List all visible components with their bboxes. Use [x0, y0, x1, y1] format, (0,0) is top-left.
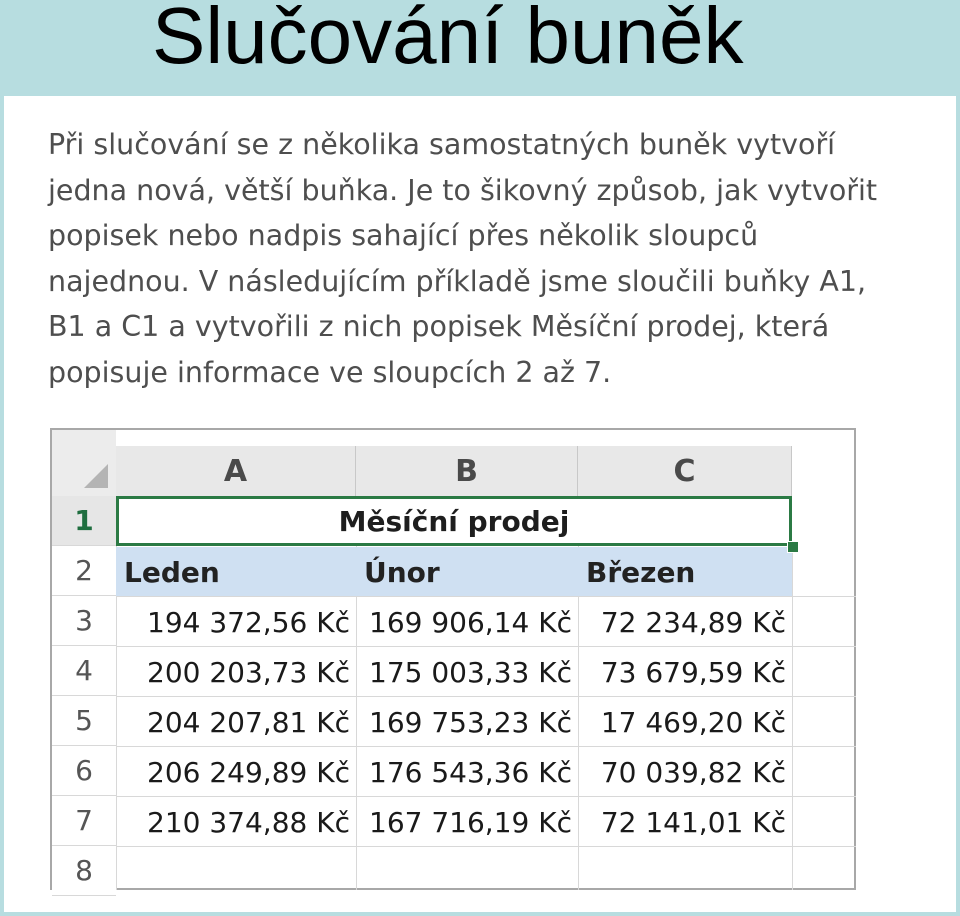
row-header-4[interactable]: 4 [52, 646, 116, 696]
row-header-8[interactable]: 8 [52, 846, 116, 896]
slide-title: Slučování buněk [152, 0, 744, 80]
row-header-1[interactable]: 1 [52, 496, 116, 546]
cell-c5[interactable]: 17 469,20 Kč [600, 705, 786, 739]
row-header-5[interactable]: 5 [52, 696, 116, 746]
description-line: popisek nebo nadpis sahající přes několik sloupců [48, 219, 759, 253]
spreadsheet [50, 428, 856, 890]
cell-a3[interactable]: 194 372,56 Kč [147, 605, 350, 639]
cell-c2[interactable]: Březen [586, 555, 696, 589]
row-header-2[interactable]: 2 [52, 546, 116, 596]
cell-a7[interactable]: 210 374,88 Kč [147, 805, 350, 839]
description-text [48, 122, 948, 396]
cell-b5[interactable]: 169 753,23 Kč [369, 705, 572, 739]
cell-c4[interactable]: 73 679,59 Kč [600, 655, 786, 689]
merged-cell-a1-c1[interactable]: Měsíční prodej [116, 496, 792, 546]
cell-c6[interactable]: 70 039,82 Kč [600, 755, 786, 789]
description-line: najednou. V následujícím příkladě jsme sloučili buňky A1, [48, 264, 867, 298]
cell-b4[interactable]: 175 003,33 Kč [369, 655, 572, 689]
cell-b2[interactable]: Únor [364, 555, 440, 589]
column-header-c[interactable]: C [578, 446, 792, 496]
cell-b3[interactable]: 169 906,14 Kč [369, 605, 572, 639]
cell-a4[interactable]: 200 203,73 Kč [147, 655, 350, 689]
cell-b7[interactable]: 167 716,19 Kč [369, 805, 572, 839]
description-line: popisuje informace ve sloupcích 2 až 7. [48, 355, 612, 389]
cell-c7[interactable]: 72 141,01 Kč [600, 805, 786, 839]
cell-a5[interactable]: 204 207,81 Kč [147, 705, 350, 739]
select-all-triangle-icon [84, 464, 108, 488]
column-header-b[interactable]: B [356, 446, 578, 496]
description-line: jedna nová, větší buňka. Je to šikovný způsob, jak vytvořit [48, 173, 878, 207]
column-header-a[interactable]: A [116, 446, 356, 496]
cell-c3[interactable]: 72 234,89 Kč [600, 605, 786, 639]
grid-line [792, 546, 793, 890]
select-all-corner[interactable] [52, 430, 116, 496]
row-header-3[interactable]: 3 [52, 596, 116, 646]
cell-a6[interactable]: 206 249,89 Kč [147, 755, 350, 789]
description-line: Při slučování se z několika samostatných buněk vytvoří [48, 128, 836, 161]
cell-b6[interactable]: 176 543,36 Kč [369, 755, 572, 789]
cell-a2[interactable]: Leden [124, 555, 220, 589]
row-header-6[interactable]: 6 [52, 746, 116, 796]
description-line: B1 a C1 a vytvořili z nich popisek Měsíční prodej, která [48, 310, 830, 344]
row-header-7[interactable]: 7 [52, 796, 116, 846]
